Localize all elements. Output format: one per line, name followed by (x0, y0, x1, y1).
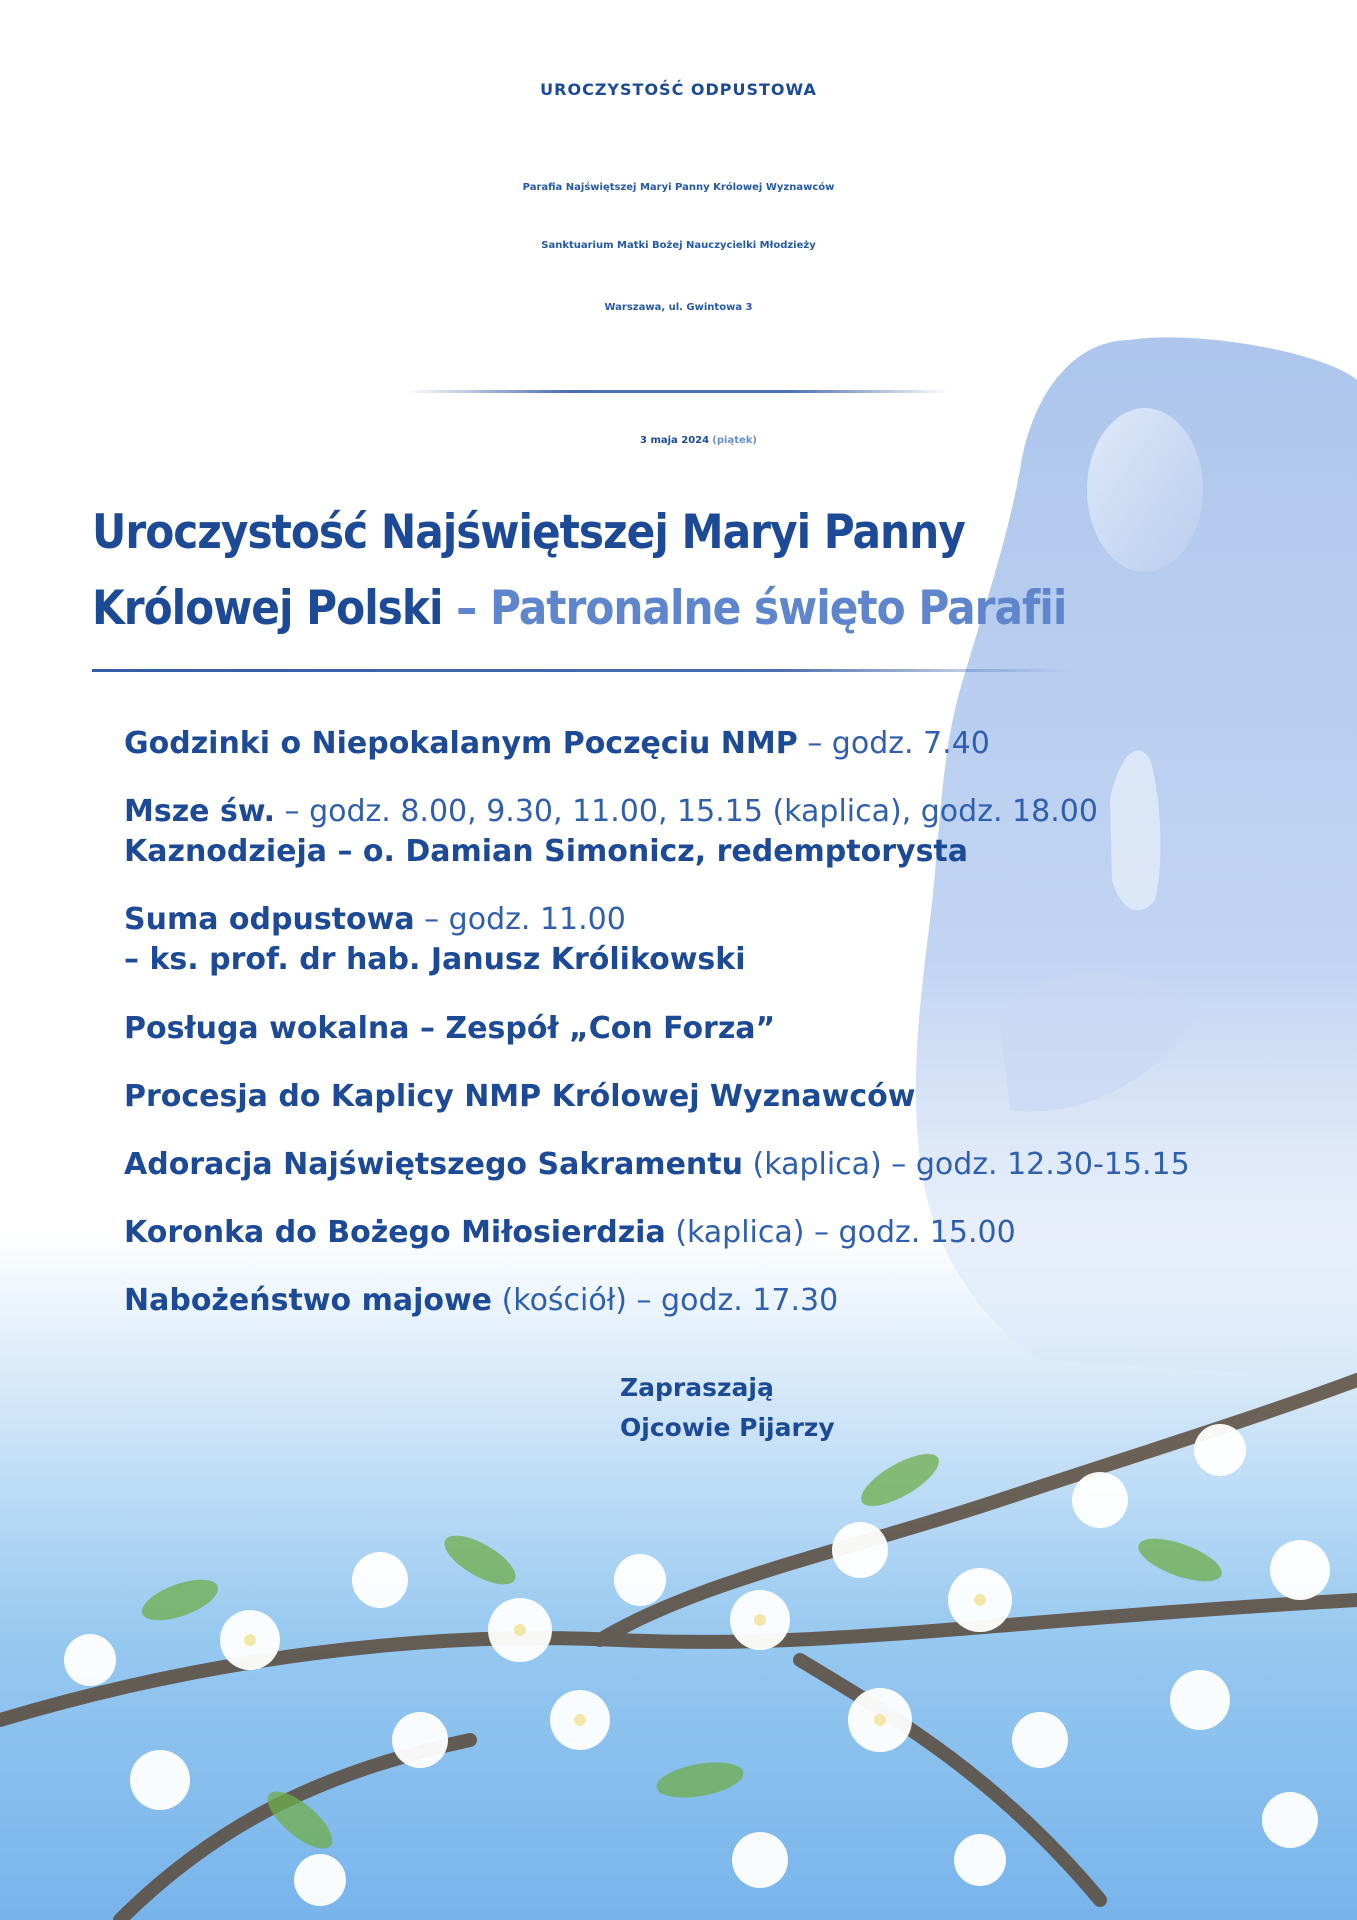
signature-line: Ojcowie Pijarzy (620, 1413, 835, 1442)
program-divider (92, 669, 1072, 672)
program-item-title: Procesja do Kaplicy NMP Królowej Wyznawców (124, 1079, 916, 1114)
invitation-signature (620, 1368, 835, 1448)
parish-address: Warszawa, ul. Gwintowa 3 (604, 302, 753, 313)
program-item-title: Posługa wokalna – Zespół „Con Forza” (124, 1011, 776, 1046)
program-item-godzinki (124, 724, 990, 764)
event-weekday: (piątek) (712, 435, 757, 446)
program-item-time: (kaplica) – godz. 15.00 (665, 1215, 1016, 1250)
feast-name-line1: Uroczystość Najświętszej Maryi Panny (92, 505, 965, 560)
sanctuary-name: Sanktuarium Matki Bożej Nauczycielki Młodzieży (541, 240, 816, 251)
program-item-title: Godzinki o Niepokalanym Poczęciu NMP (124, 726, 798, 761)
invitation-line: Zapraszają (620, 1373, 774, 1402)
program-item-procession (124, 1077, 915, 1117)
event-date: 3 maja 2024 (640, 435, 710, 446)
program-item-celebrant: – ks. prof. dr hab. Janusz Królikowski (124, 942, 746, 977)
program-item-title: Suma odpustowa (124, 902, 415, 937)
feast-name-queen-of-poland: Królowej Polski (92, 581, 443, 636)
program-item-vocal (124, 1009, 775, 1049)
program-item-time: – godz. 11.00 (414, 902, 626, 937)
feast-patron-note: – Patronalne święto Parafii (442, 581, 1067, 636)
program-item-time: – godz. 8.00, 9.30, 11.00, 15.15 (kaplica), godz. 18.00 (275, 794, 1098, 829)
program-item-title: Msze św. (124, 794, 276, 829)
poster-title: UROCZYSTOŚĆ ODPUSTOWA (540, 80, 817, 99)
program-item-suma (124, 900, 746, 980)
program-item-adoration (124, 1145, 1190, 1185)
program-item-chaplet (124, 1213, 1016, 1253)
program-item-time: – godz. 7.40 (797, 726, 990, 761)
program-item-title: Nabożeństwo majowe (124, 1283, 493, 1318)
program-item-masses (124, 792, 1098, 872)
program-item-time: (kościół) – godz. 17.30 (492, 1283, 839, 1318)
program-item-title: Adoracja Najświętszego Sakramentu (124, 1147, 743, 1182)
program-item-title: Koronka do Bożego Miłosierdzia (124, 1215, 666, 1250)
program-item-preacher: Kaznodzieja – o. Damian Simonicz, redemptorysta (124, 834, 969, 869)
program-item-may-service (124, 1281, 838, 1321)
program-item-time: (kaplica) – godz. 12.30-15.15 (742, 1147, 1190, 1182)
header-divider (405, 390, 950, 393)
event-date-line (0, 435, 1357, 446)
parish-name: Parafia Najświętszej Maryi Panny Królowej Wyznawców (522, 182, 835, 193)
feast-name-line2 (92, 581, 1066, 636)
